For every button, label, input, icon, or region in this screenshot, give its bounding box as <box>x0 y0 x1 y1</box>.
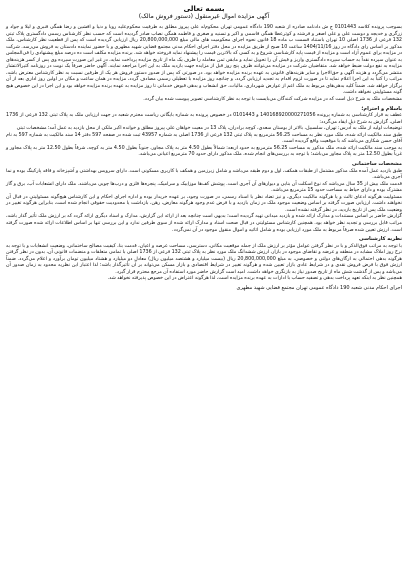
liability-paragraph: مسئولیت هرگونه ادعای ثالث و یا هرگونه مالکیت دیگری، و نیز تضاد نظر با اسناد رسمی، در صورت وجود، بر عهده خریدار بوده و اداره اجرای احکام و این کارشناس هیچ‌گونه مسئولیتی در قبال آن نخواهند داشت. ارزیابی صورت گرفته بر اساس وضعیت موجود ملک در زمان بازدید و با فرض عدم وجود هرگونه معارض، رهن، بازداشت یا محدودیت حقوقی انجام شده است، بنابراین هرگونه تغییر در وضعیت ملک پس از تاریخ بازدید، در نظر گرفته نشده است. <box>6 193 402 213</box>
auction-paragraph: بسوجب پرونده کلاسه 0101443 ج ش دادنامه صادره از شعبه 190 دادگاه عمومی تهران محکوم‌له علی پیروز مطلق به طرفیت محکوم‌علیه رویا و دنیا و افشین و رضا همگی قنبری و لیلا و جواد و زرگری و خدیجه و دوست علی و علی اصغر و فرشته و کوثرعطا همگی فاسمی و اکبر و تسنیه و صغری و فاطمه همگی نصاب صادر گردیده است که حسب نظر کارشناس رسمی دادگستری پلاک ثبتی 132 فرعی از 1736 اصلی 10 تهران باستناد قسمت ب ماده 18 قانون نحوه اجرای محکومیت های مالی مبلغ 20,800,000,000 ریال ارزیابی گردیده است که پس از قطعیت نظر کارشناس، ملک مذکور بر اساس رای دادگاه در روز 1404/11/16 ساعت 10 صبح از طریق مزایده در محل دفتر اجرای احکام مدنی مجتمع قضایی شهید مطهری و با حضور نماینده دادستان به فروش می‌رسد. شرکت در مزایده برای عموم آزاد است و مزایده از قیمت پایه کارشناسی شروع و به کسی که بالاترین قیمت را پیشنهاد نماید فروخته خواهد شد. برنده مزایده مکلف است ده درصد مبلغ پیشنهادی را فی‌المجلس به عنوان سپرده نقداً به حساب سپرده دادگستری واریز و فیش آن را تحویل نماید و مابقی ثمن معامله را ظرف یک ماه از تاریخ مزایده پرداخت نماید، در غیر این صورت سپرده وی پس از کسر هزینه‌های مزایده به نفع دولت ضبط خواهد شد. متقاضیان شرکت در مزایده می‌توانند ظرف پنج روز قبل از مزایده جهت بازدید ملک به این اجرا مراجعه نمایند. آگهی حاضر صرفاً یک نوبت در روزنامه کثیرالانتشار منتشر می‌گردد و هزینه آگهی و حق‌الاجرا و سایر هزینه‌های قانونی به عهده برنده مزایده خواهد بود. در صورتی که پس از صدور دستور فروش هر یک از طرفین نسبت به نظر کارشناس معترض باشد، مراتب را کتباً به این اجرا اعلام نماید تا در صورت لزوم اقدام به تجدید ارزیابی گردد، و چنانچه روز مزایده با تعطیلی رسمی مصادف گردد، مزایده در همان ساعت و مکان در اولین روز اداری بعد از آن برگزار خواهد شد. ضمناً کلیه بدهی‌های مربوط به ملک اعم از عوارض شهرداری، مالیات، حق انشعاب و بدهی قبوض خدماتی تا روز مزایده به عهده برنده مزایده خواهد بود و این اجرا در این خصوص هیچ گونه مسئولیتی نخواهد داشت. <box>6 24 403 96</box>
notice-title: آگهی مزایده اموال غیرمنقول (دستور فروش مالک) <box>138 13 270 20</box>
basmala: بسمه تعالی <box>183 4 225 13</box>
building-specs-heading: مشخصات ساختمانی <box>352 160 402 167</box>
property-intro-paragraph: مشخصات ملک به شرح ذیل است که در مزایده شرکت کنندگان می‌بایست با توجه به نظر کارشناسی تصویر پیوست شده بیان گردد. <box>143 96 402 103</box>
registration-paragraph: طبق سند مالکیت ارائه شده، ملک مورد نظر به مساحت 56.25 مترمربع به پلاک ثبتی 132 فرعی از 1736 اصلی به شماره 43957 ثبت شده در صفحه 597 دفتر 14 سند مالکیت به شماره 597 به نام آقای حسن شکاری می‌باشد که با موقعیت واقع گردیده است. <box>6 131 403 145</box>
debts-paragraph: همچنین نظر به اینکه تعهد پرداخت بدهی و تصفیه حساب با ادارات به عهده برنده مزایده است، لذا هرگونه اعتراض در این خصوص پذیرفته نخواهد شد. <box>107 275 402 282</box>
property-address-paragraph: توضیحات اولیه از ملک به آدرس: تهران، سلسبیل، بالاتر از بوستان سعدی، کوچه برادران، پلاک 13 در معیت خواهان علی پیروز مطلق و خوانده اکبر ملکی از محل بازدید به عمل آمد؛ مشخصات ثبتی <box>16 125 402 132</box>
boundaries-paragraph: به موجب سند مالکیت ارائه شده، ملک مذکور به مساحت 56.25 مترمربع به حدود اربعه: شمالاً بطول 4.50 متر به پلاک مجاور، جنوباً بطول 4.50 متر به کوچه، شرقاً بطول 12.50 متر به پلاک مجاور و غرباً بطول 12.50 متر به پلاک مجاور می‌باشد؛ با توجه به بررسی‌های انجام شده، ملک مذکور دارای حدود 70 مترمربع اعیانی می‌باشد. <box>6 144 402 158</box>
building-specs-paragraph: طبق بازدید عمل آمده ملک مذکور مشتمل از طبقات همکف، اول و دوم طبقه می‌باشد و شامل زیرزمین و همکف با کاربری مسکونی است. دارای سرویس بهداشتی و آشپزخانه و فاقد پارکینگ بوده و نما آجری می‌باشد. <box>6 167 402 181</box>
report-intro-paragraph: عطف به قرار کارشناسی به شماره پرونده 140168920000271056 و 0101443 در خصوص پرونده به شماره بایگانی ریاست محترم شعبه در جهت ارزیابی ملک به پلاک ثبتی 132 فرعی از 1736 اصلی، گزارش به شرح ذیل ایفاد می‌گردد: <box>6 112 402 125</box>
signoff: اجرای احکام مدنی شعبه 190 دادگاه عمومی تهران مجتمع قضایی شهید مطهری <box>236 284 402 291</box>
building-age-paragraph: قدمت ملک بیش از 35 سال می‌باشد که نوع اسکلت آن بنایی و دیوارهای آن آجری است. پوشش کف‌ها موزاییک و سرامیک، پنجره‌ها فلزی و درب‌ها چوبی می‌باشند. ملک دارای انشعابات آب، برق و گاز مشترک بوده و دارای حیاط به مساحت حدود 15 مترمربع می‌باشد. <box>6 180 402 194</box>
documents-paragraph: گزارش حاضر بر اساس مستندات و مدارک ارائه شده و بازدید میدانی تهیه گردیده است؛ بدیهی است چنانچه بعد از ارائه این گزارش، مدارک و اسناد دیگری ارائه گردد که بر ارزش ملک تأثیر گذار باشد، مراتب قابل بررسی و تجدید نظر خواهد بود. همچنین کارشناس مسئولیتی در قبال صحت اسناد و مدارک ارائه شده از سوی طرفین ندارد و این بررسی تنها بر اساس اطلاعات ارائه شده صورت گرفته است. ارزش تعیین شده صرفاً مربوط به ملک مورد ارزیابی بوده و شامل اثاثیه و اموال منقول موجود در آن نمی‌گردد. <box>6 213 402 233</box>
expert-opinion-paragraph: با توجه به مراتب فوق‌الذکر و با در نظر گرفتن عوامل مؤثر بر ارزش ملک از جمله موقعیت مکانی، دسترسی، مساحت عرصه و اعیان، قدمت بنا، کیفیت مصالح ساختمانی، وضعیت انشعابات و با توجه به نرخ روز املاک مشابه در منطقه و عرضه و تقاضای موجود در بازار، ارزش ششدانگ ملک مورد نظر به پلاک ثبتی 132 فرعی از 1736 اصلی با تمامی متعلقات و منضمات قانونی آن، بدون در نظر گرفتن هرگونه بدهی احتمالی به ارگان‌های دولتی و خصوصی، به مبلغ 20,800,000,000 ریال (بیست میلیارد و هشتصد میلیون ریال) معادل دو میلیارد و هشتاد میلیون تومان برآورد و اعلام می‌گردد. ضمناً ارزش فوق با فرض فروش نقدی و در شرایط عادی بازار تعیین شده و هرگونه تغییر در شرایط اقتصادی و بازار مسکن می‌تواند بر آن تأثیرگذار باشد؛ لذا اعتبار این نظریه محدود به زمان صدور آن می‌باشد و پس از گذشت شش ماه از تاریخ صدور نیاز به بازنگری خواهد داشت. امید است گزارش حاضر مورد استفاده آن مرجع محترم قرار گیرد. <box>6 242 402 275</box>
greeting-heading: باسلام و احترام؛ <box>361 105 402 112</box>
expert-opinion-heading: نظریه کارشناسی <box>359 236 402 243</box>
